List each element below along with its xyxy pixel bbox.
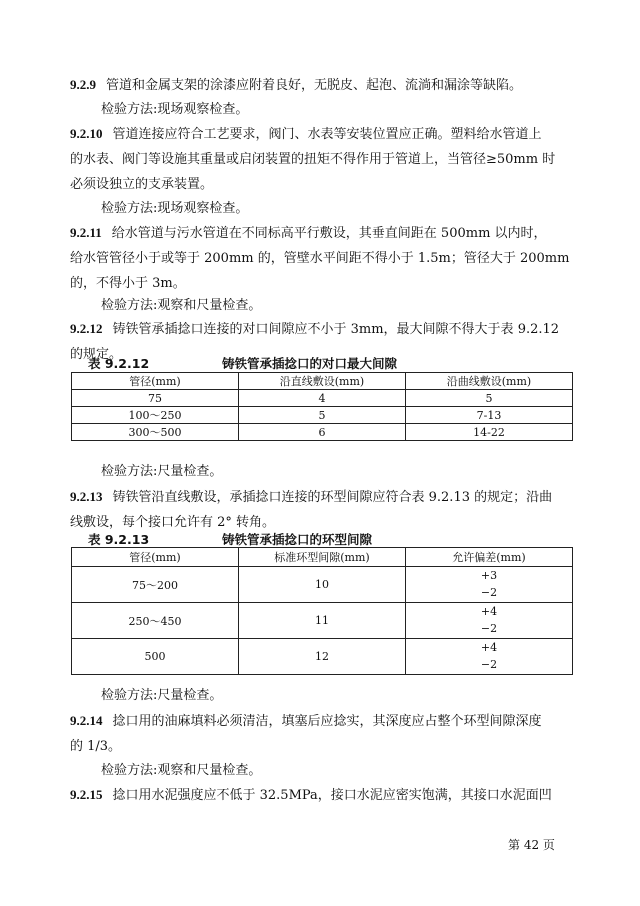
clause-text: 线敷设，每个接口允许有 2° 转角。 bbox=[70, 515, 276, 530]
inspection-method: 检验方法:尺量检查。 bbox=[101, 464, 223, 479]
table-cell bbox=[406, 567, 573, 603]
inspection-method: 检验方法:现场观察检查。 bbox=[101, 201, 249, 216]
clause-number: 9.2.9 bbox=[70, 77, 96, 92]
clause-number: 9.2.13 bbox=[70, 489, 103, 504]
table-cell bbox=[406, 639, 573, 675]
table-cell: 7-13 bbox=[406, 407, 573, 424]
table-row bbox=[72, 639, 573, 675]
column-header: 沿直线敷设(mm) bbox=[239, 373, 406, 390]
table-cell: 11 bbox=[239, 603, 406, 639]
table-row bbox=[72, 390, 573, 407]
clause-text: 管道和金属支架的涂漆应附着良好，无脱皮、起泡、流淌和漏涂等缺陷。 bbox=[106, 78, 523, 93]
clause-text: 管道连接应符合工艺要求，阀门、水表等安装位置应正确。塑料给水管道上 bbox=[112, 127, 542, 142]
clause-text: 捻口用的油麻填料必须清洁，填塞后应捻实，其深度应占整个环型间隙深度 bbox=[112, 714, 542, 729]
plus-deviation: +4 bbox=[480, 604, 498, 618]
column-header: 沿曲线敷设(mm) bbox=[406, 373, 573, 390]
clause-9-2-14 bbox=[70, 708, 572, 759]
column-header: 标准环型间隙(mm) bbox=[239, 548, 406, 567]
table-cell bbox=[406, 603, 573, 639]
table-cell: 75～200 bbox=[72, 567, 239, 603]
plus-deviation: +4 bbox=[480, 640, 498, 654]
table-header-row bbox=[72, 548, 573, 567]
page-number: 第 42 页 bbox=[508, 838, 555, 852]
inspection-method: 检验方法:尺量检查。 bbox=[101, 688, 223, 703]
clause-number: 9.2.14 bbox=[70, 713, 103, 728]
table-cell: 12 bbox=[239, 639, 406, 675]
inspection-method: 检验方法:现场观察检查。 bbox=[101, 102, 249, 117]
table-header-row bbox=[72, 373, 573, 390]
table-cell: 14-22 bbox=[406, 424, 573, 441]
table-cell: 5 bbox=[239, 407, 406, 424]
clause-text: 捻口用水泥强度应不低于 32.5MPa，接口水泥应密实饱满，其接口水泥面凹 bbox=[112, 788, 552, 803]
clause-9-2-9 bbox=[70, 72, 572, 98]
table-cell: 6 bbox=[239, 424, 406, 441]
table-caption bbox=[88, 354, 398, 372]
table-number: 表 9.2.13 bbox=[88, 532, 150, 547]
clause-9-2-11 bbox=[70, 220, 572, 296]
table-cell: 4 bbox=[239, 390, 406, 407]
minus-deviation: −2 bbox=[480, 586, 498, 600]
clause-9-2-10 bbox=[70, 121, 572, 197]
table-row bbox=[72, 424, 573, 441]
table-row bbox=[72, 567, 573, 603]
joint-gap-table bbox=[71, 372, 573, 441]
table-cell: 500 bbox=[72, 639, 239, 675]
clause-number: 9.2.11 bbox=[70, 225, 102, 240]
clause-text: 铸铁管承插捻口连接的对口间隙应不小于 3mm，最大间隙不得大于表 9.2.12 bbox=[112, 322, 560, 337]
minus-deviation: −2 bbox=[480, 622, 498, 636]
table-title: 铸铁管承插捻口的对口最大间隙 bbox=[222, 356, 398, 371]
table-caption bbox=[88, 530, 373, 548]
inspection-method: 检验方法:观察和尺量检查。 bbox=[101, 298, 262, 313]
table-cell: 5 bbox=[406, 390, 573, 407]
clause-9-2-15 bbox=[70, 782, 572, 808]
clause-text: 的，不得小于 3m。 bbox=[70, 276, 186, 291]
clause-text: 铸铁管沿直线敷设，承插捻口连接的环型间隙应符合表 9.2.13 的规定；沿曲 bbox=[112, 490, 553, 505]
table-cell: 10 bbox=[239, 567, 406, 603]
clause-text: 的规定。 bbox=[70, 347, 123, 362]
column-header: 管径(mm) bbox=[72, 548, 239, 567]
clause-number: 9.2.12 bbox=[70, 321, 103, 336]
clause-text: 给水管管径小于或等于 200mm 的，管壁水平间距不得小于 1.5m；管径大于 200mm bbox=[70, 251, 570, 266]
clause-text: 必须设独立的支承装置。 bbox=[70, 177, 214, 192]
table-cell: 75 bbox=[72, 390, 239, 407]
table-cell: 300～500 bbox=[72, 424, 239, 441]
table-row bbox=[72, 603, 573, 639]
clause-text: 的 1/3。 bbox=[70, 739, 122, 754]
clause-text: 给水管道与污水管道在不同标高平行敷设，其垂直间距在 500mm 以内时， bbox=[111, 226, 547, 241]
plus-deviation: +3 bbox=[480, 568, 498, 582]
table-number: 表 9.2.12 bbox=[88, 356, 150, 371]
annular-gap-table bbox=[71, 547, 573, 675]
table-cell: 250～450 bbox=[72, 603, 239, 639]
table-cell: 100～250 bbox=[72, 407, 239, 424]
table-title: 铸铁管承插捻口的环型间隙 bbox=[222, 532, 373, 547]
clause-text: 的水表、阀门等设施其重量或启闭装置的扭矩不得作用于管道上，当管径≥50mm 时 bbox=[70, 152, 556, 167]
clause-number: 9.2.15 bbox=[70, 787, 103, 802]
column-header: 允许偏差(mm) bbox=[406, 548, 573, 567]
table-row bbox=[72, 407, 573, 424]
clause-9-2-13 bbox=[70, 484, 572, 535]
inspection-method: 检验方法:观察和尺量检查。 bbox=[101, 763, 262, 778]
clause-number: 9.2.10 bbox=[70, 126, 103, 141]
minus-deviation: −2 bbox=[480, 658, 498, 672]
column-header: 管径(mm) bbox=[72, 373, 239, 390]
